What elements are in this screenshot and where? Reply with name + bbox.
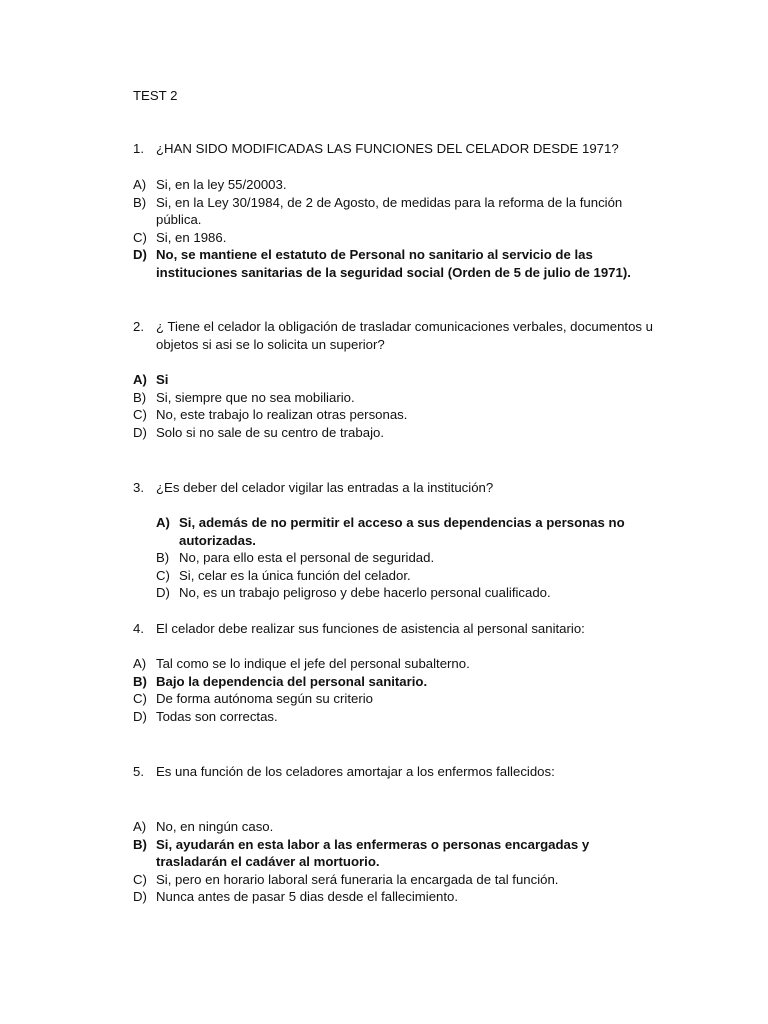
option-letter: B) xyxy=(133,389,147,405)
option-text: No, este trabajo lo realizan otras personas. xyxy=(156,407,408,422)
option-letter: D) xyxy=(133,247,147,262)
option-a xyxy=(133,655,653,673)
option-letter: C) xyxy=(133,871,147,887)
option-b-correct xyxy=(133,673,653,691)
page-title: TEST 2 xyxy=(133,88,178,103)
question-number: 5. xyxy=(133,764,144,779)
option-letter: D) xyxy=(156,585,170,600)
option-c xyxy=(133,406,653,424)
option-c xyxy=(133,690,653,708)
option-text: Solo si no sale de su centro de trabajo. xyxy=(156,424,384,440)
option-letter: C) xyxy=(133,229,147,245)
option-letter: C) xyxy=(133,691,147,706)
option-letter: D) xyxy=(133,708,147,724)
option-b xyxy=(156,549,656,567)
question-1 xyxy=(133,140,653,158)
option-text: De forma autónoma según su criterio xyxy=(156,691,373,706)
option-letter: A) xyxy=(133,372,147,387)
question-5-options xyxy=(133,818,653,906)
question-text: ¿Es deber del celador vigilar las entradas a la institución? xyxy=(156,480,494,495)
option-text: No, en ningún caso. xyxy=(156,819,274,834)
option-letter: D) xyxy=(133,889,147,904)
question-4-options xyxy=(133,655,653,725)
question-text: ¿HAN SIDO MODIFICADAS LAS FUNCIONES DEL CELADOR DESDE 1971? xyxy=(156,141,619,156)
option-text: Si, en la Ley 30/1984, de 2 de Agosto, de medidas para la reforma de la función pública. xyxy=(156,194,623,227)
option-letter: C) xyxy=(133,407,147,422)
option-text: Bajo la dependencia del personal sanitario. xyxy=(156,673,428,689)
question-1-options xyxy=(133,176,653,281)
option-letter: A) xyxy=(156,515,170,530)
option-letter: B) xyxy=(156,550,170,565)
option-b-correct xyxy=(133,836,653,871)
question-3-options xyxy=(156,514,656,602)
option-c xyxy=(156,567,656,585)
question-number: 4. xyxy=(133,621,144,636)
question-5 xyxy=(133,763,653,781)
option-d-correct xyxy=(133,246,653,281)
question-2 xyxy=(133,318,653,353)
option-letter: B) xyxy=(133,194,147,210)
option-d xyxy=(133,424,653,442)
option-text: No, se mantiene el estatuto de Personal no sanitario al servicio de las instituciones sanitarias de la seguridad social (Orden de 5 de julio de 1971). xyxy=(156,247,631,280)
question-4 xyxy=(133,620,653,638)
question-text: El celador debe realizar sus funciones de asistencia al personal sanitario: xyxy=(156,621,585,636)
option-d xyxy=(156,584,656,602)
question-3 xyxy=(133,479,653,497)
option-a-correct xyxy=(156,514,656,549)
question-text: ¿ Tiene el celador la obligación de trasladar comunicaciones verbales, documentos u objetos si asi se lo solicita un superior? xyxy=(156,319,654,352)
option-text: Nunca antes de pasar 5 dias desde el fallecimiento. xyxy=(156,889,459,904)
option-a xyxy=(133,176,653,194)
option-text: Si, siempre que no sea mobiliario. xyxy=(156,389,355,405)
option-letter: C) xyxy=(156,567,170,583)
option-text: Si, en la ley 55/20003. xyxy=(156,177,287,192)
option-text: Si, pero en horario laboral será funeraria la encargada de tal función. xyxy=(156,871,559,887)
option-c xyxy=(133,229,653,247)
question-number: 2. xyxy=(133,319,144,334)
question-text: Es una función de los celadores amortajar a los enfermos fallecidos: xyxy=(156,764,555,779)
option-b xyxy=(133,194,653,229)
option-text: Si xyxy=(156,372,169,387)
option-letter: B) xyxy=(133,836,147,852)
option-text: Si, ayudarán en esta labor a las enfermeras o personas encargadas y trasladarán el cadáver al mortuorio. xyxy=(156,836,590,869)
option-text: No, es un trabajo peligroso y debe hacerlo personal cualificado. xyxy=(179,585,551,600)
option-text: No, para ello esta el personal de seguridad. xyxy=(179,550,435,565)
option-letter: A) xyxy=(133,819,147,834)
option-b xyxy=(133,389,653,407)
option-letter: A) xyxy=(133,177,147,192)
option-text: Si, celar es la única función del celador. xyxy=(179,567,411,583)
option-text: Todas son correctas. xyxy=(156,708,278,724)
option-letter: A) xyxy=(133,656,147,671)
question-number: 3. xyxy=(133,480,144,495)
option-a xyxy=(133,818,653,836)
option-a-correct xyxy=(133,371,653,389)
option-text: Si, además de no permitir el acceso a sus dependencias a personas no autorizadas. xyxy=(179,515,625,548)
option-letter: B) xyxy=(133,673,147,689)
option-text: Tal como se lo indique el jefe del personal subalterno. xyxy=(156,656,470,671)
question-number: 1. xyxy=(133,141,144,156)
option-d xyxy=(133,888,653,906)
option-letter: D) xyxy=(133,424,147,440)
question-2-options xyxy=(133,371,653,441)
option-text: Si, en 1986. xyxy=(156,229,227,245)
option-d xyxy=(133,708,653,726)
option-c xyxy=(133,871,653,889)
